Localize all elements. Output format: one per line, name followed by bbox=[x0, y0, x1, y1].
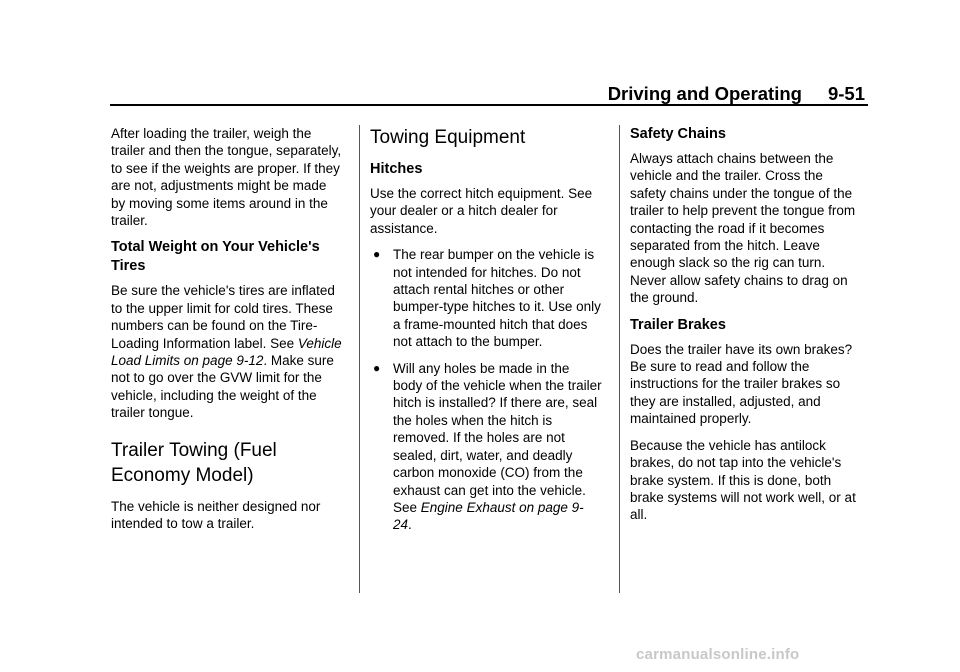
bullet-icon: ● bbox=[373, 360, 381, 375]
heading-trailer-brakes: Trailer Brakes bbox=[630, 316, 726, 333]
heading-trailer-towing-fuel-economy: Trailer Towing (Fuel Economy Model) bbox=[111, 439, 277, 486]
column-left bbox=[111, 125, 343, 542]
link-engine-exhaust[interactable]: Engine Exhaust on page 9-24 bbox=[393, 499, 584, 533]
paragraph-hitch-equipment: Use the correct hitch equipment. See your dealer or a hitch dealer for assistance. bbox=[370, 186, 593, 236]
list-item: ● Will any holes be made in the body of the vehicle when the trailer hitch is installed? If there are, seal the holes when the hitch is removed. If the holes are not sealed, dirt, water, and deadly carbon monoxide (CO) from the exhaust can get into the vehicle. See Engine Exhaust on page 9-24. bbox=[373, 360, 602, 533]
paragraph-safety-chains: Always attach chains between the vehicle and the trailer. Cross the safety chains under the tongue of the trailer to help prevent the tongue from contacting the road if it becomes separated from the hitch. Leave enough slack so the rig can turn. Never allow safety chains to drag on the ground. bbox=[630, 151, 856, 306]
section-title: Driving and Operating bbox=[607, 83, 802, 104]
paragraph-tire-inflation: Be sure the vehicle's tires are inflated to the upper limit for cold tires. These numbers can be found on the Tire-Loading Information label. See Vehicle Load Limits on page 9-12. Make sure not to go over the GVW limit for the vehicle, including the weight of the trailer tongue. bbox=[111, 283, 342, 421]
header-rule bbox=[110, 104, 868, 106]
watermark-text: carmanualsonline.info bbox=[636, 646, 800, 663]
column-middle bbox=[370, 125, 602, 543]
paragraph-trailer-brakes: Does the trailer have its own brakes? Be sure to read and follow the instructions for the trailer brakes so they are installed, adjusted, and maintained properly. bbox=[630, 341, 853, 427]
list-item: ● The rear bumper on the vehicle is not intended for hitches. Do not attach rental hitches or other bumper-type hitches to it. Use only a frame-mounted hitch that does not attach to the bumper. bbox=[373, 247, 601, 350]
paragraph-not-designed: The vehicle is neither designed nor intended to tow a trailer. bbox=[111, 498, 321, 532]
heading-towing-equipment: Towing Equipment bbox=[370, 127, 526, 148]
page-header bbox=[110, 82, 865, 106]
heading-safety-chains: Safety Chains bbox=[630, 126, 726, 142]
link-vehicle-load-limits[interactable]: Vehicle Load Limits on page 9-12 bbox=[111, 335, 342, 369]
page-number: 9-51 bbox=[827, 83, 865, 104]
paragraph-antilock-brakes: Because the vehicle has antilock brakes, do not tap into the vehicle's brake system. If this is done, both brake systems will not work well, or at all. bbox=[630, 437, 856, 523]
heading-total-weight: Total Weight on Your Vehicle's Tires bbox=[111, 239, 320, 275]
column-right bbox=[630, 125, 862, 533]
column-divider-1 bbox=[359, 125, 360, 593]
heading-hitches: Hitches bbox=[370, 161, 423, 177]
paragraph-trailer-weigh: After loading the trailer, weigh the trailer and then the tongue, separately, to see if the weights are proper. If they are not, adjustments might be made by moving some items around in the trailer. bbox=[111, 126, 342, 229]
hitch-bullet-list bbox=[370, 246, 602, 534]
column-divider-2 bbox=[619, 125, 620, 593]
bullet-icon: ● bbox=[373, 247, 381, 262]
